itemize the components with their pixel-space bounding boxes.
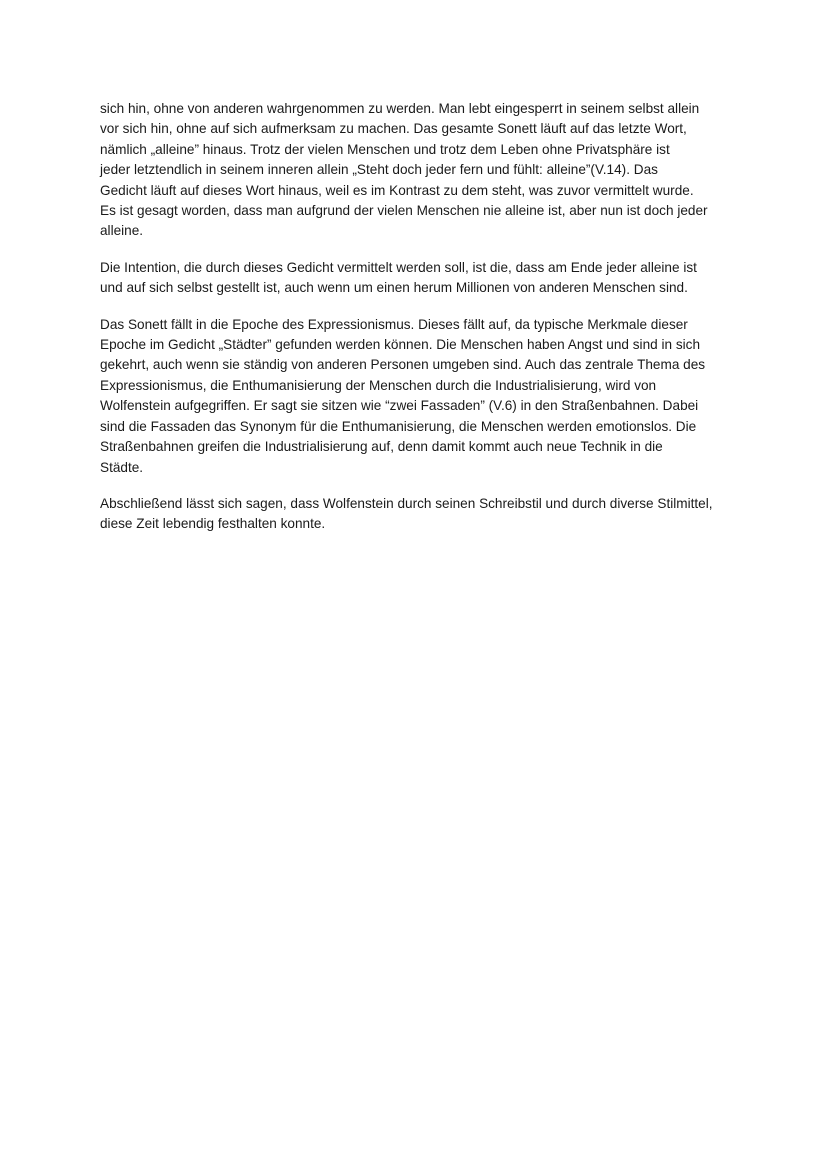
paragraph-1 (100, 99, 728, 242)
text-line: sich hin, ohne von anderen wahrgenommen zu werden. Man lebt eingesperrt in seinem selbst allein (100, 101, 700, 116)
paragraph-2 (100, 258, 728, 299)
text-line: Die Intention, die durch dieses Gedicht vermittelt werden soll, ist die, dass am Ende jeder alleine ist (100, 259, 697, 275)
text-line: sind die Fassaden das Synonym für die Enthumanisierung, die Menschen werden emotionslos. Die (100, 418, 697, 434)
text-line: Das Sonett fällt in die Epoche des Expressionismus. Dieses fällt auf, da typische Merkmale dieser (100, 316, 688, 332)
document-body (100, 99, 728, 551)
text-line: Abschließend lässt sich sagen, dass Wolfenstein durch seinen Schreibstil und durch diverse Stilmittel, (100, 495, 713, 511)
text-line: diese Zeit lebendig festhalten konnte. (100, 516, 326, 532)
text-line: Epoche im Gedicht „Städter” gefunden werden können. Die Menschen haben Angst und sind in sich (100, 337, 701, 353)
text-line: und auf sich selbst gestellt ist, auch wenn um einen herum Millionen von anderen Menschen sind. (100, 280, 688, 296)
text-line: vor sich hin, ohne auf sich aufmerksam zu machen. Das gesamte Sonett läuft auf das letzte Wort, (100, 121, 687, 137)
paragraph-3 (100, 315, 728, 478)
text-line: gekehrt, auch wenn sie ständig von anderen Personen umgeben sind. Auch das zentrale Thema des (100, 357, 706, 373)
text-line: Gedicht läuft auf dieses Wort hinaus, weil es im Kontrast zu dem steht, was zuvor vermittelt wurde. (100, 182, 694, 198)
text-line: alleine. (100, 223, 144, 239)
text-line: Städte. (100, 459, 144, 475)
text-line: Es ist gesagt worden, dass man aufgrund der vielen Menschen nie alleine ist, aber nun ist doch jeder (100, 203, 708, 219)
text-line: Wolfenstein aufgegriffen. Er sagt sie sitzen wie “zwei Fassaden” (V.6) in den Straßenbahnen. Dabei (100, 398, 699, 414)
text-line: Expressionismus, die Enthumanisierung der Menschen durch die Industrialisierung, wird von (100, 377, 657, 393)
text-line: nämlich „alleine” hinaus. Trotz der vielen Menschen und trotz dem Leben ohne Privatsphäre ist (100, 141, 670, 157)
paragraph-4 (100, 494, 728, 535)
text-line: jeder letztendlich in seinem inneren allein „Steht doch jeder fern und fühlt: alleine”(V.14). Das (100, 162, 658, 178)
text-line: Straßenbahnen greifen die Industrialisierung auf, denn damit kommt auch neue Technik in die (100, 439, 663, 455)
